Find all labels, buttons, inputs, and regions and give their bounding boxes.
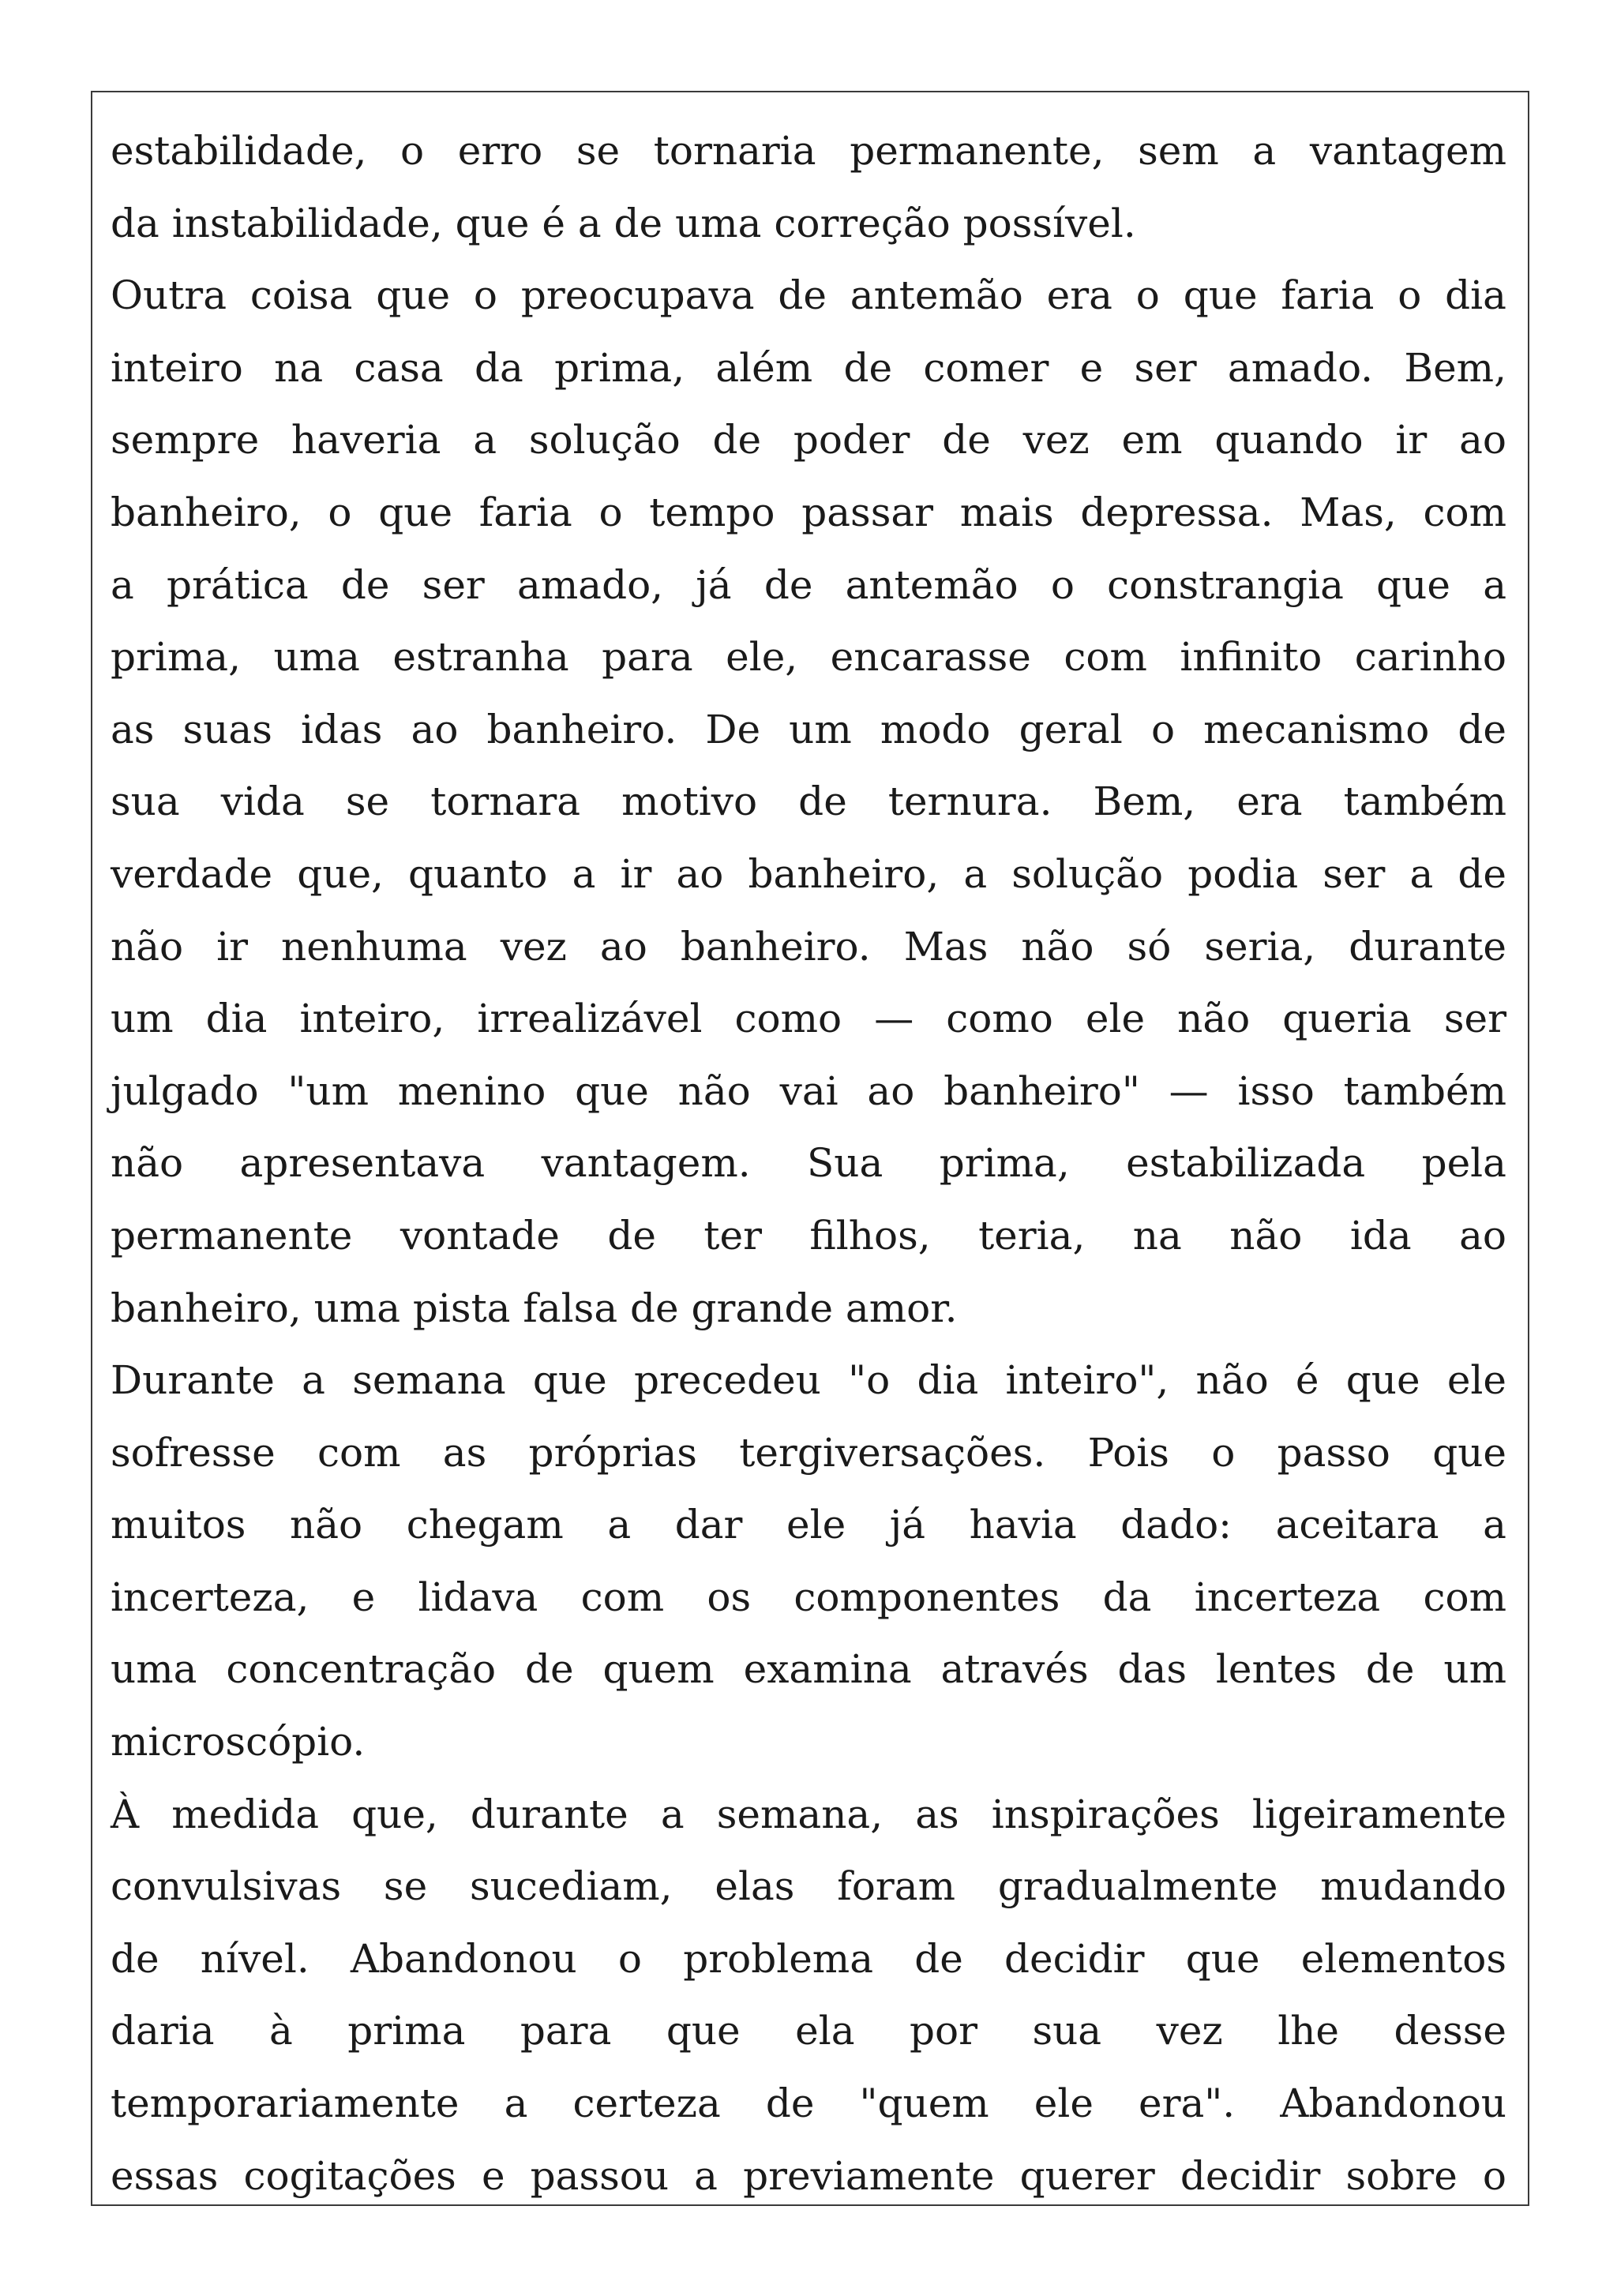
text-line: verdade que, quanto a ir ao banheiro, a solução podia ser a de (111, 850, 1506, 897)
text-line: daria à prima para que ela por sua vez lhe desse (111, 2008, 1506, 2054)
text-line: uma concentração de quem examina através das lentes de um (111, 1646, 1506, 1693)
text-line: temporariamente a certeza de "quem ele era". Abandonou (111, 2080, 1506, 2127)
paragraph-3 (111, 1345, 1506, 1779)
text-line: Durante a semana que precedeu "o dia inteiro", não é que ele (111, 1357, 1506, 1404)
text-line: prima, uma estranha para ele, encarasse com infinito carinho (111, 634, 1506, 681)
text-line: microscópio. (111, 1719, 366, 1765)
text-line: À medida que, durante a semana, as inspirações ligeiramente (111, 1791, 1506, 1837)
text-line: de nível. Abandonou o problema de decidir que elementos (111, 1935, 1506, 1982)
text-line: julgado "um menino que não vai ao banheiro" — isso também (111, 1067, 1506, 1114)
text-line: permanente vontade de ter filhos, teria, na não ida ao (111, 1212, 1506, 1259)
document-body (111, 115, 1506, 2212)
text-line: não ir nenhuma vez ao banheiro. Mas não só seria, durante (111, 923, 1506, 970)
text-line: inteiro na casa da prima, além de comer e ser amado. Bem, (111, 344, 1506, 391)
text-line: muitos não chegam a dar ele já havia dado: aceitara a (111, 1502, 1506, 1548)
text-line: banheiro, o que faria o tempo passar mais depressa. Mas, com (111, 489, 1506, 535)
text-line: sua vida se tornara motivo de ternura. Bem, era também (111, 778, 1506, 825)
text-line: as suas idas ao banheiro. De um modo geral o mecanismo de (111, 706, 1506, 752)
text-line: não apresentava vantagem. Sua prima, estabilizada pela (111, 1140, 1506, 1187)
paragraph-2 (111, 260, 1506, 1345)
text-line: Outra coisa que o preocupava de antemão era o que faria o dia (111, 272, 1506, 319)
text-line: incerteza, e lidava com os componentes da incerteza com (111, 1574, 1506, 1620)
paragraph-1 (111, 115, 1506, 260)
text-line: da instabilidade, que é a de uma correção possível. (111, 200, 1136, 246)
text-line: sempre haveria a solução de poder de vez em quando ir ao (111, 417, 1506, 463)
text-line: um dia inteiro, irrealizável como — como ele não queria ser (111, 996, 1506, 1042)
text-line: convulsivas se sucediam, elas foram gradualmente mudando (111, 1863, 1506, 1910)
text-line: essas cogitações e passou a previamente querer decidir sobre o (111, 2152, 1506, 2199)
text-line: banheiro, uma pista falsa de grande amor. (111, 1285, 958, 1331)
text-line: estabilidade, o erro se tornaria permanente, sem a vantagem (111, 128, 1506, 174)
text-line: a prática de ser amado, já de antemão o constrangia que a (111, 561, 1506, 608)
paragraph-4 (111, 1779, 1506, 2213)
text-line: sofresse com as próprias tergiversações. Pois o passo que (111, 1429, 1506, 1476)
